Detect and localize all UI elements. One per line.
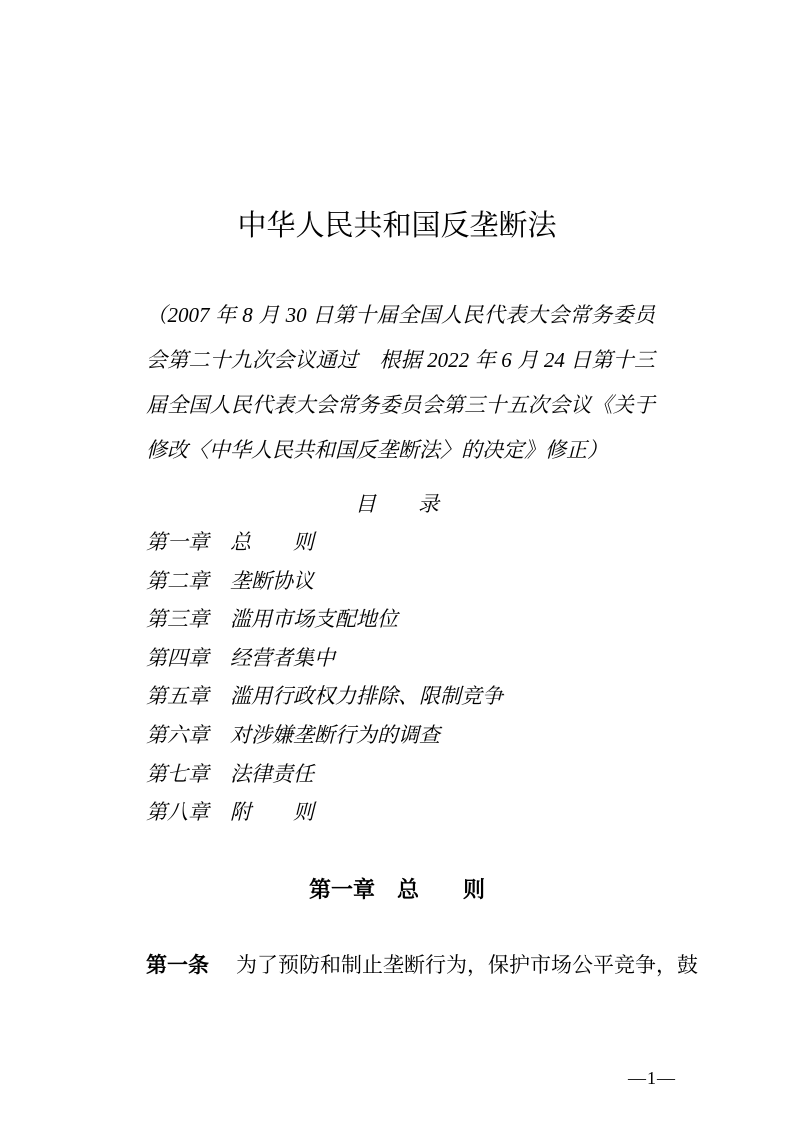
preamble-line-4: 修改〈中华人民共和国反垄断法〉的决定》修正） bbox=[146, 438, 608, 462]
preamble-line-1: （2007 年 8 月 30 日第十届全国人民代表大会常务委员 bbox=[146, 303, 655, 327]
toc-item-chapter-6: 第六章 对涉嫌垄断行为的调查 bbox=[146, 722, 440, 747]
preamble-line-2: 会第二十九次会议通过 根据 2022 年 6 月 24 日第十三 bbox=[146, 348, 655, 372]
article-1-text: 为了预防和制止垄断行为，保护市场公平竞争，鼓 bbox=[236, 953, 698, 977]
preamble bbox=[146, 293, 655, 473]
page-number: —1— bbox=[628, 1068, 676, 1088]
toc-item-chapter-5: 第五章 滥用行政权力排除、限制竞争 bbox=[146, 684, 503, 709]
article-1-label: 第一条 bbox=[146, 954, 209, 977]
toc-item-chapter-7: 第七章 法律责任 bbox=[146, 761, 314, 786]
toc-item-chapter-3: 第三章 滥用市场支配地位 bbox=[146, 607, 398, 632]
toc-item-chapter-4: 第四章 经营者集中 bbox=[146, 645, 335, 670]
toc-item-chapter-1: 第一章 总 则 bbox=[146, 530, 314, 554]
preamble-line-3: 届全国人民代表大会常务委员会第三十五次会议《关于 bbox=[146, 393, 655, 417]
article-1-line bbox=[146, 948, 766, 983]
toc-item-chapter-8: 第八章 附 则 bbox=[146, 800, 314, 825]
table-of-contents bbox=[146, 523, 503, 832]
toc-header: 目 录 bbox=[355, 492, 439, 516]
toc-item-chapter-2: 第二章 垄断协议 bbox=[146, 568, 314, 593]
chapter-1-heading: 第一章 总 则 bbox=[308, 877, 485, 902]
document-title: 中华人民共和国反垄断法 bbox=[237, 210, 557, 242]
